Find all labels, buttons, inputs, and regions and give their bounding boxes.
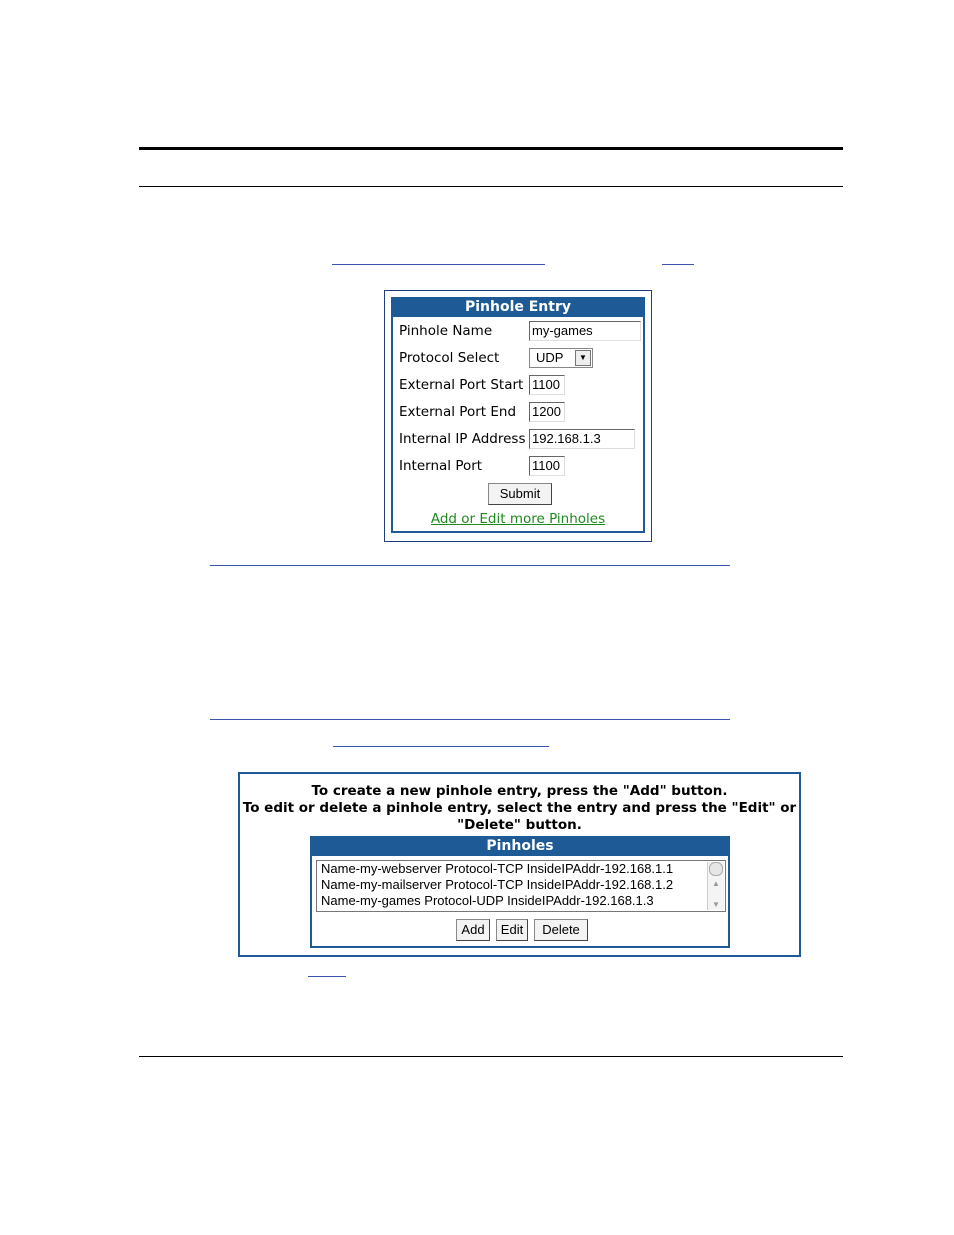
edit-button[interactable]: Edit <box>496 919 528 941</box>
add-edit-pinholes-link[interactable]: Add or Edit more Pinholes <box>430 511 606 527</box>
protocol-select-label: Protocol Select <box>399 350 500 366</box>
delete-button[interactable]: Delete <box>534 919 588 941</box>
internal-port-label: Internal Port <box>399 458 483 474</box>
bottom-rule <box>139 1056 843 1057</box>
list-item[interactable]: Name-my-webserver Protocol-TCP InsideIPAddr-192.168.1.1 <box>321 861 674 876</box>
external-port-end-label: External Port End <box>399 404 517 420</box>
scroll-up-icon[interactable]: ▲ <box>712 879 720 888</box>
pinholes-box <box>310 836 730 948</box>
instruction-line-3: "Delete" button. <box>457 817 582 833</box>
link-underline-1[interactable] <box>332 264 545 265</box>
external-port-start-label: External Port Start <box>399 377 524 393</box>
link-underline-3[interactable] <box>210 565 730 566</box>
top-thick-rule <box>139 147 843 150</box>
internal-ip-address-label: Internal IP Address <box>399 431 526 447</box>
scrollbar-thumb[interactable] <box>709 862 723 876</box>
add-button[interactable]: Add <box>456 919 490 941</box>
pinhole-name-input[interactable]: my-games <box>529 321 641 341</box>
pinholes-listbox[interactable] <box>316 860 726 912</box>
list-item[interactable]: Name-my-mailserver Protocol-TCP InsideIPAddr-192.168.1.2 <box>321 877 674 892</box>
external-port-end-input[interactable]: 1200 <box>529 402 565 422</box>
link-underline-6[interactable] <box>308 976 346 977</box>
pinhole-entry-panel <box>384 290 652 542</box>
protocol-select-value: UDP <box>536 350 564 365</box>
link-underline-4[interactable] <box>210 719 730 720</box>
pinhole-name-label: Pinhole Name <box>399 323 493 339</box>
scroll-down-icon[interactable]: ▼ <box>712 900 720 909</box>
list-scrollbar[interactable] <box>707 862 724 910</box>
internal-ip-address-input[interactable]: 192.168.1.3 <box>529 429 635 449</box>
pinhole-entry-frame <box>391 297 645 533</box>
pinholes-panel <box>238 772 801 957</box>
protocol-select[interactable] <box>529 348 593 368</box>
submit-button[interactable]: Submit <box>488 483 552 505</box>
instruction-line-1: To create a new pinhole entry, press the "Add" button. <box>311 783 728 799</box>
external-port-start-input[interactable]: 1100 <box>529 375 565 395</box>
link-underline-2[interactable] <box>662 264 694 265</box>
chevron-down-icon[interactable]: ▼ <box>575 350 591 366</box>
list-item[interactable]: Name-my-games Protocol-UDP InsideIPAddr-192.168.1.3 <box>321 893 654 908</box>
top-thin-rule <box>139 186 843 187</box>
pinhole-entry-title: Pinhole Entry <box>393 297 643 317</box>
link-underline-5[interactable] <box>333 746 549 747</box>
internal-port-input[interactable]: 1100 <box>529 456 565 476</box>
instruction-line-2: To edit or delete a pinhole entry, select the entry and press the "Edit" or <box>242 800 797 816</box>
pinholes-title: Pinholes <box>312 836 728 856</box>
